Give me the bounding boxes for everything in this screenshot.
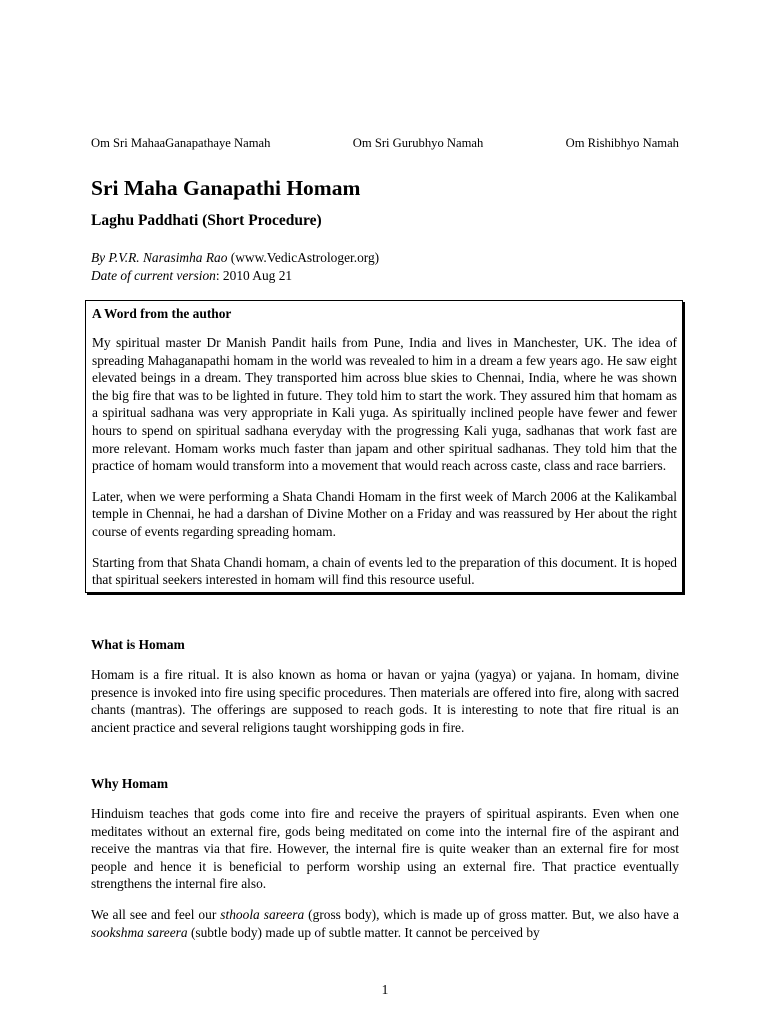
byline: By P.V.R. Narasimha Rao (www.VedicAstrologer.org) Date of current version: 2010 Aug 21 [91,250,380,283]
author-name: P.V.R. Narasimha Rao [108,250,228,265]
section-what-is-homam [91,636,679,736]
author-note-paragraph: My spiritual master Dr Manish Pandit hails from Pune, India and lives in Manchester, UK. The idea of spreading Mahaganapathi homam in the world was revealed to him in a dream a few years ago. He saw eight elevated beings in a dream. They transported him across blue skies to Chennai, India, where he was shown the big fire that was to be lighted in future. They told him to start the work. They assured him that homam as a spiritual sadhana was very appropriate in Kali yuga. As spiritually inclined people have fewer and fewer hours to spend on spiritual sadhana everyday with the progressing Kali yuga, sadhanas that work fast are more relevant. Homam works much faster than japam and other spiritual sadhanas. They told him that the practice of homam would transform into a movement that would reach across caste, class and race barriers. [92,335,677,474]
section-why-homam [91,775,679,941]
section-paragraph: We all see and feel our sthoola sareera (gross body), which is made up of gross matter. But, we also have a sookshma sareera (subtle body) made up of subtle matter. It cannot be perceived by [91,906,679,940]
date-label: Date of current version [91,268,216,283]
author-website: (www.VedicAstrologer.org) [230,250,380,265]
author-note-paragraph: Starting from that Shata Chandi homam, a chain of events led to the preparation of this document. It is hoped that spiritual seekers interested in homam will find this resource useful. [92,554,677,588]
section-paragraph: Homam is a fire ritual. It is also known as homa or havan or yajna (yagya) or yajana. In homam, divine presence is invoked into fire using specific procedures. Then materials are offered into fire, along with sacred chants (mantras). The offerings are supposed to reach gods. It is interesting to note that fire ritual is an ancient practice and several religions taught worshipping gods in fire. [91,667,679,735]
by-label: By [91,250,106,265]
invocation-ganapathi: Om Sri MahaaGanapathaye Namah [91,136,271,150]
term-sookshma-sareera: sookshma sareera [91,924,188,940]
author-note-box [85,300,683,593]
author-note-heading: A Word from the author [92,306,232,321]
section-paragraph: Hinduism teaches that gods come into fire and receive the prayers of spiritual aspirants. Even when one meditates without an external fire, gods being meditated on come into the internal fire of the aspirant and receive the mantras via that fire. However, the internal fire is quite weaker than an external fire for most people and hence it is beneficial to perform worship using an external fire. That practice eventually strengthens the internal fire also. [91,806,679,892]
author-note-paragraph: Later, when we were performing a Shata Chandi Homam in the first week of March 2006 at the Kalikambal temple in Chennai, he had a darshan of Divine Mother on a Friday and was reassured by Her about the right course of events regarding spreading homam. [92,488,677,539]
document-subtitle: Laghu Paddhati (Short Procedure) [91,212,322,229]
document-title: Sri Maha Ganapathi Homam [91,176,361,200]
version-date: 2010 Aug 21 [222,268,293,283]
page-number: 1 [381,982,389,997]
section-heading: What is Homam [91,637,185,652]
invocation-header [91,136,679,151]
section-heading: Why Homam [91,776,168,791]
invocation-rishi: Om Rishibhyo Namah [565,136,679,150]
invocation-guru: Om Sri Gurubhyo Namah [352,136,484,150]
term-sthoola-sareera: sthoola sareera [220,906,305,922]
